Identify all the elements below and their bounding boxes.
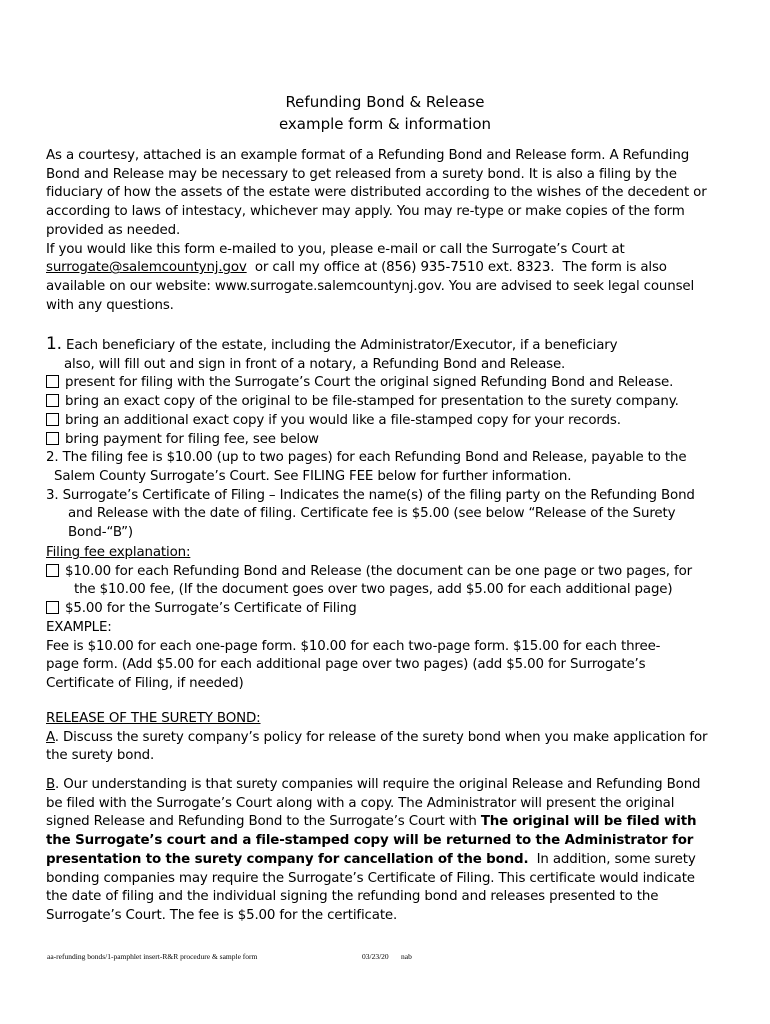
checkbox[interactable]	[46, 413, 59, 426]
release-b-line: be filed with the Surrogate’s Court along with a copy. The Administrator will present the original	[46, 795, 675, 811]
checkbox[interactable]	[46, 432, 59, 445]
release-a-line	[46, 729, 726, 748]
footer-initials: nab	[401, 952, 412, 961]
intro-line	[46, 259, 726, 278]
example-label: EXAMPLE:	[46, 619, 112, 635]
release-b-text: In addition, some surety	[528, 851, 696, 867]
step-1-line	[46, 335, 726, 356]
intro-line-text: or call my office at (856) 935-7510 ext. 8323. The form is also	[246, 260, 667, 276]
release-b-line: bonding companies may require the Surrogate’s Certificate of Filing. This certificate would indicate	[46, 870, 695, 886]
intro-line: available on our website: www.surrogate.salemcountynj.gov. You are advised to seek legal counsel	[46, 278, 695, 294]
intro-paragraph	[46, 147, 726, 315]
step-1-line: also, will fill out and sign in front of a notary, a Refunding Bond and Release.	[64, 356, 566, 372]
example-line: Certificate of Filing, if needed)	[46, 675, 244, 691]
title-line-2: example form & information	[278, 115, 492, 133]
release-a-line: the surety bond.	[46, 748, 155, 764]
footer-filename: aa-refunding bonds/1-pamphlet insert-R&R procedure & sample form	[47, 952, 258, 961]
checklist-text: bring an exact copy of the original to be file-stamped for presentation to the surety company.	[65, 394, 679, 410]
intro-line: If you would like this form e-mailed to you, please e-mail or call the Surrogate’s Court at	[46, 241, 625, 257]
checkbox[interactable]	[46, 375, 59, 388]
release-b-line	[46, 813, 726, 832]
document-title	[0, 91, 770, 135]
release-b-label: B	[46, 777, 56, 792]
footer-date: 03/23/20	[362, 952, 389, 961]
checkbox[interactable]	[46, 601, 59, 614]
release-a-text: . Discuss the surety company’s policy for release of the surety bond when you make application for	[54, 729, 708, 745]
step-1-text: Each beneficiary of the estate, including the Administrator/Executor, if a beneficiary	[61, 338, 618, 353]
fee-text: $10.00 for each Refunding Bond and Release (the document can be one page or two pages, for	[65, 563, 692, 579]
checklist-item	[46, 412, 726, 431]
release-b-paragraph	[46, 776, 726, 926]
checklist-text: present for filing with the Surrogate’s Court the original signed Refunding Bond and Release.	[65, 375, 674, 391]
release-b-text: . Our understanding is that surety companies will require the original Release and Refunding Bond	[55, 777, 701, 792]
title-line-1: Refunding Bond & Release	[285, 93, 485, 111]
fee-heading: Filing fee explanation:	[46, 545, 191, 560]
email-link[interactable]: surrogate@salemcountynj.gov	[46, 260, 247, 276]
step-1-number: 1.	[46, 334, 62, 354]
release-b-bold: presentation to the surety company for cancellation of the bond.	[46, 851, 529, 867]
intro-line: Bond and Release may be necessary to get released from a surety bond. It is also a filing by the	[46, 166, 677, 182]
fee-item-continuation: the $10.00 fee, (If the document goes over two pages, add $5.00 for each additional page)	[74, 582, 673, 598]
intro-line: fiduciary of how the assets of the estate were distributed according to the wishes of the decedent or	[46, 185, 707, 201]
release-b-line: the date of filing and the individual signing the refunding bond and releases presented to the	[46, 889, 659, 905]
checklist-text: bring payment for filing fee, see below	[65, 431, 319, 447]
fee-item	[46, 563, 726, 582]
checklist-item	[46, 374, 726, 393]
checklist-text: bring an additional exact copy if you would like a file-stamped copy for your records.	[65, 412, 621, 428]
intro-line: provided as needed.	[46, 222, 181, 238]
example-line: page form. (Add $5.00 for each additional page over two pages) (add $5.00 for Surrogate’s	[46, 657, 646, 673]
intro-line: with any questions.	[46, 297, 174, 313]
fee-section	[46, 544, 726, 694]
release-b-text: signed Release and Refunding Bond to the Surrogate’s Court with	[46, 814, 481, 830]
step-2-line: Salem County Surrogate’s Court. See FILING FEE below for further information.	[54, 468, 572, 484]
intro-line: according to laws of intestacy, whichever may apply. You may re-type or make copies of the form	[46, 204, 685, 220]
step-3-line: Bond-“B”)	[68, 525, 133, 541]
step-3-line: and Release with the date of filing. Certificate fee is $5.00 (see below “Release of the Surety	[68, 506, 676, 522]
release-section	[46, 710, 726, 766]
release-b-line	[46, 776, 726, 795]
intro-line: As a courtesy, attached is an example format of a Refunding Bond and Release form. A Refunding	[46, 148, 690, 163]
release-heading: RELEASE OF THE SURETY BOND:	[46, 711, 261, 726]
step-2-line: 2. The filing fee is $10.00 (up to two pages) for each Refunding Bond and Release, payable to the	[46, 450, 687, 466]
steps-section	[46, 335, 726, 543]
release-b-bold: The original will be filed with	[480, 814, 697, 830]
release-b-line: Surrogate’s Court. The fee is $5.00 for the certificate.	[46, 907, 398, 923]
release-a-label: A	[46, 729, 55, 745]
checklist-item	[46, 431, 726, 450]
fee-item	[46, 600, 726, 619]
release-b-line	[46, 851, 726, 870]
checkbox[interactable]	[46, 394, 59, 407]
example-line: Fee is $10.00 for each one-page form. $10.00 for each two-page form. $15.00 for each three-	[46, 638, 661, 654]
checkbox[interactable]	[46, 564, 59, 577]
checklist-item	[46, 393, 726, 412]
step-3-line: 3. Surrogate’s Certificate of Filing – Indicates the name(s) of the filing party on the Refunding Bond	[46, 487, 695, 503]
release-b-bold-line: the Surrogate’s court and a file-stamped copy will be returned to the Administrator for	[46, 833, 694, 849]
fee-text: $5.00 for the Surrogate’s Certificate of Filing	[65, 601, 357, 617]
